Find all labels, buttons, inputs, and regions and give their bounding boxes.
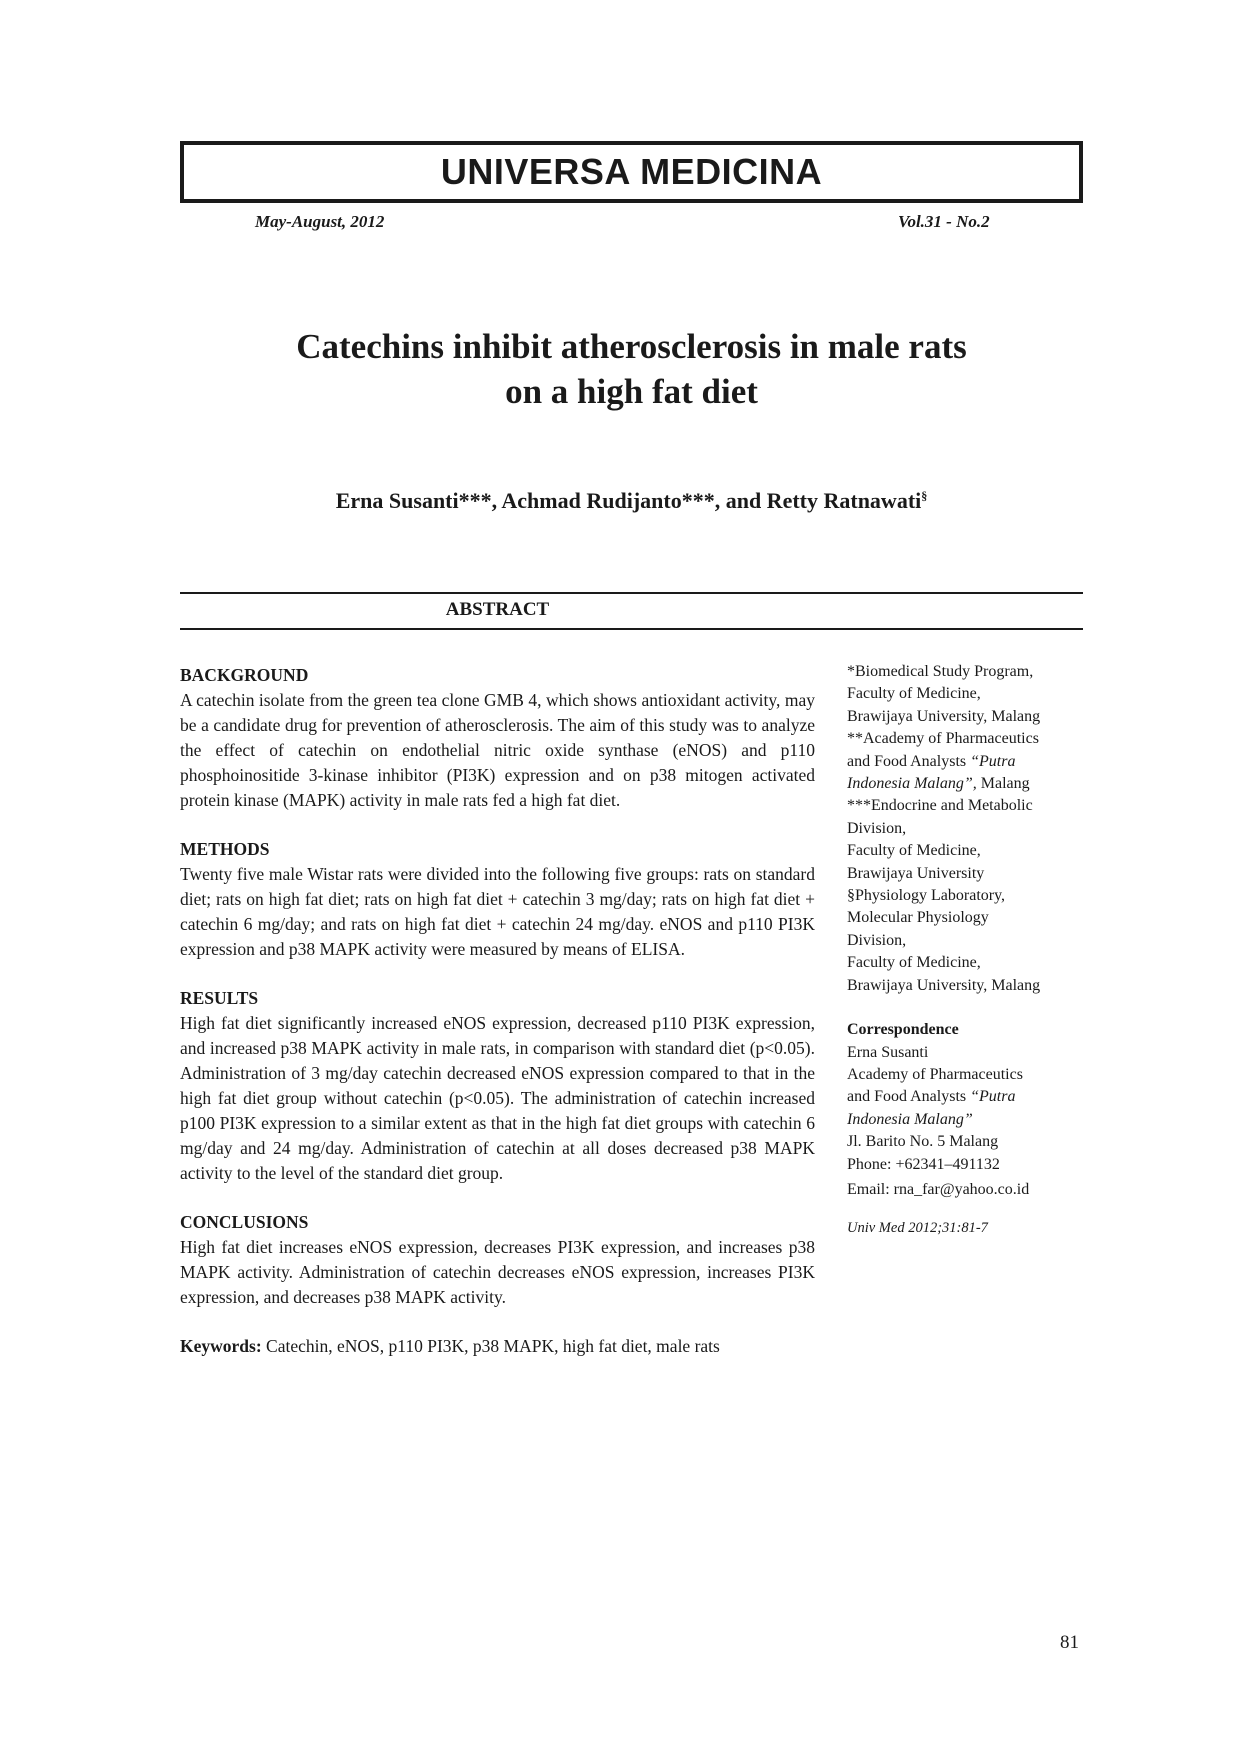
conclusions-text: High fat diet increases eNOS expression, decreases PI3K expression, and increases p38 MAPK activity. Administration of catechin decreases eNOS expression, increases PI3K expression, and decreases p38 MAPK activity. [180, 1237, 815, 1307]
citation: Univ Med 2012;31:81-7 [847, 1220, 988, 1237]
background-heading: BACKGROUND [180, 665, 309, 685]
affiliation-line: Faculty of Medicine, [847, 954, 981, 972]
affiliation-line: *Biomedical Study Program, [847, 663, 1034, 680]
correspondence-email: Email: rna_far@yahoo.co.id [847, 1180, 1030, 1198]
affiliation-text: Malang [976, 775, 1030, 793]
affiliation-line [847, 751, 1092, 773]
keywords [180, 1334, 815, 1359]
author-footnote-mark: § [921, 488, 928, 503]
affiliation-line: Faculty of Medicine, [847, 842, 981, 860]
article-title-line-1: Catechins inhibit atherosclerosis in male rats [296, 327, 967, 366]
author-names: Erna Susanti***, Achmad Rudijanto***, and Retty Ratnawati [335, 488, 922, 513]
results-text: High fat diet significantly increased eNOS expression, decreased p110 PI3K expression, and increased p38 MAPK activity in male rats, in comparison with standard diet (p<0.05). Administration of 3 mg/day catechin decreased eNOS expression compared to that in the high fat diet group without catechin (p<0.05). The administration of catechin increased p100 PI3K expression to a similar extent as that in the high fat diet groups with catechin 6 mg/day and 24 mg/day. Administration of catechin at all doses decreased p38 MAPK activity to the level of the standard diet group. [180, 1013, 815, 1183]
affiliation-line: ***Endocrine and Metabolic [847, 797, 1033, 815]
affiliation-line: §Physiology Laboratory, [847, 887, 1006, 905]
results-heading: RESULTS [180, 988, 259, 1008]
keywords-text: Catechin, eNOS, p110 PI3K, p38 MAPK, high fat diet, male rats [261, 1336, 720, 1356]
section-spacer [180, 962, 815, 986]
correspondence-line: Phone: +62341–491132 [847, 1155, 1000, 1173]
journal-masthead [180, 141, 1083, 203]
affiliation-line: Molecular Physiology [847, 909, 989, 927]
correspondence-heading: Correspondence [847, 1021, 959, 1039]
section-spacer [180, 1310, 815, 1334]
affiliation-line: Brawijaya University, Malang [847, 707, 1041, 725]
affiliation-line: Brawijaya University [847, 864, 985, 882]
issue-volume: Vol.31 - No.2 [898, 212, 990, 231]
correspondence-line: Indonesia Malang” [847, 1110, 973, 1128]
affiliations-column [847, 661, 1092, 1240]
article-title [180, 324, 1083, 414]
abstract-rule-top [180, 592, 1083, 594]
affiliation-line: Brawijaya University, Malang [847, 976, 1041, 994]
page-number: 81 [1060, 1632, 1079, 1653]
correspondence-block [847, 1042, 1092, 1176]
issue-date: May-August, 2012 [255, 212, 385, 231]
abstract-body [180, 663, 815, 1359]
correspondence-line: Academy of Pharmaceutics [847, 1065, 1023, 1083]
affiliation-italic: “Putra [970, 752, 1016, 770]
section-spacer [180, 1186, 815, 1210]
affiliations [847, 661, 1092, 997]
affiliation-text: and Food Analysts [847, 752, 971, 770]
correspondence-text: and Food Analysts [847, 1088, 971, 1106]
journal-name: UNIVERSA MEDICINA [440, 151, 823, 192]
author-list [180, 488, 1083, 514]
correspondence-line [847, 1086, 1092, 1108]
abstract-heading: ABSTRACT [445, 599, 550, 620]
affiliation-line: Division, [847, 819, 907, 837]
affiliation-line: **Academy of Pharmaceutics [847, 730, 1039, 748]
section-spacer [180, 813, 815, 837]
background-text: A catechin isolate from the green tea clone GMB 4, which shows antioxidant activity, may be a candidate drug for prevention of atherosclerosis. The aim of this study was to analyze the effect of catechin on endothelial nitric oxide synthase (eNOS) and p110 phosphoinositide 3-kinase inhibitor (PI3K) expression and on p38 mitogen activated protein kinase (MAPK) activity in male rats fed a high fat diet. [180, 690, 815, 810]
methods-heading: METHODS [180, 839, 270, 859]
correspondence-line: Erna Susanti [847, 1043, 929, 1061]
affiliation-italic: Indonesia Malang”, [847, 775, 977, 793]
affiliation-line: Division, [847, 931, 907, 949]
keywords-label: Keywords: [180, 1336, 262, 1356]
methods-text: Twenty five male Wistar rats were divided into the following five groups: rats on standard diet; rats on high fat diet; rats on high fat diet + catechin 3 mg/day; rats on high fat diet + catechin 6 mg/day; and rats on high fat diet + catechin 24 mg/day. eNOS and p110 PI3K expression and p38 MAPK activity were measured by means of ELISA. [180, 864, 815, 959]
correspondence-italic: “Putra [970, 1088, 1016, 1106]
affiliation-line: Faculty of Medicine, [847, 685, 981, 703]
article-title-line-2: on a high fat diet [505, 372, 758, 411]
correspondence-line: Jl. Barito No. 5 Malang [847, 1133, 999, 1151]
abstract-rule-bottom [180, 628, 1083, 630]
affiliation-line [847, 773, 1092, 795]
conclusions-heading: CONCLUSIONS [180, 1212, 309, 1232]
